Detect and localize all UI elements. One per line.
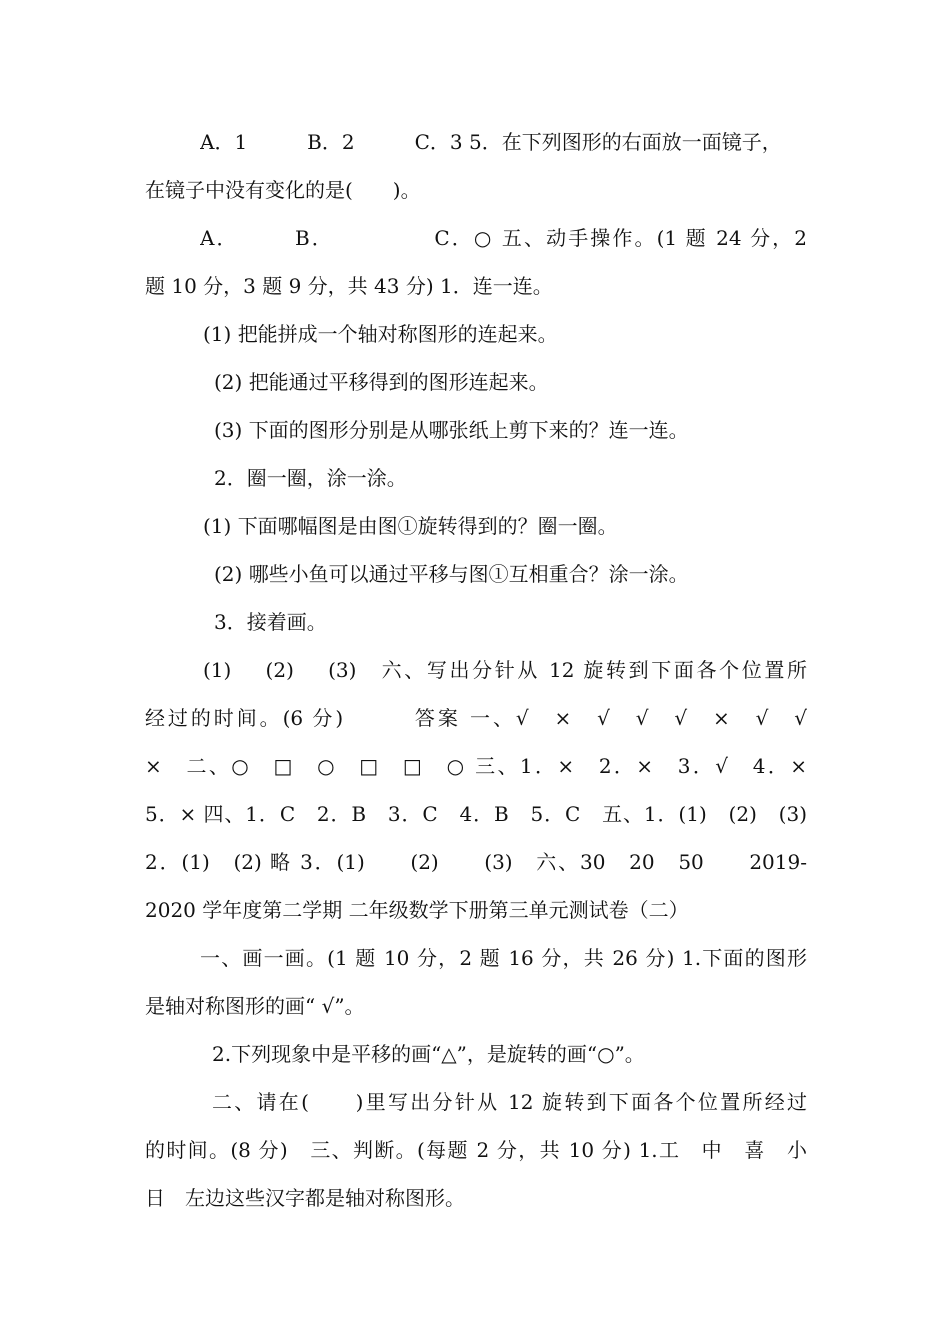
text-line-11: 3．接着画。 bbox=[214, 610, 327, 634]
text-line-5: (1) 把能拼成一个轴对称图形的连起来。 bbox=[203, 322, 558, 346]
text-line-10: (2) 哪些小鱼可以通过平移与图①互相重合？涂一涂。 bbox=[214, 562, 689, 586]
text-line-22: 的时间。(8 分) 三、判断。(每题 2 分，共 10 分) 1.工 中 喜 小 bbox=[145, 1138, 807, 1162]
text-line-1: A．1 B．2 C．3 5．在下列图形的右面放一面镜子， bbox=[200, 130, 782, 154]
text-line-14: × 二、○ □ ○ □ □ ○ 三、1．× 2．× 3．√ 4．× bbox=[145, 754, 807, 778]
text-line-13: 经过的时间。(6 分) 答案 一、√ × √ √ √ × √ √ bbox=[145, 706, 807, 730]
text-line-18: 一、画一画。(1 题 10 分，2 题 16 分，共 26 分) 1.下面的图形 bbox=[200, 946, 807, 970]
text-line-4: 题 10 分，3 题 9 分，共 43 分) 1．连一连。 bbox=[145, 274, 553, 298]
text-line-8: 2．圈一圈，涂一涂。 bbox=[214, 466, 407, 490]
text-line-19: 是轴对称图形的画“ √”。 bbox=[145, 994, 365, 1018]
text-line-9: (1) 下面哪幅图是由图①旋转得到的？圈一圈。 bbox=[203, 514, 618, 538]
text-line-12: (1) (2) (3) 六、写出分针从 12 旋转到下面各个位置所 bbox=[203, 658, 807, 682]
text-line-15: 5．× 四、1．C 2．B 3．C 4．B 5．C 五、1．(1) (2) (3) bbox=[145, 802, 807, 826]
text-line-3: A． B． C．○ 五、动手操作。(1 题 24 分，2 bbox=[200, 226, 807, 250]
text-line-20: 2.下列现象中是平移的画“△”，是旋转的画“○”。 bbox=[212, 1042, 645, 1066]
text-line-7: (3) 下面的图形分别是从哪张纸上剪下来的？连一连。 bbox=[214, 418, 689, 442]
text-line-16: 2．(1) (2) 略 3．(1) (2) (3) 六、30 20 50 2019- bbox=[145, 850, 807, 874]
text-line-6: (2) 把能通过平移得到的图形连起来。 bbox=[214, 370, 549, 394]
text-line-23: 日 左边这些汉字都是轴对称图形。 bbox=[145, 1186, 465, 1210]
text-line-21: 二、请在( )里写出分针从 12 旋转到下面各个位置所经过 bbox=[212, 1090, 807, 1114]
text-line-17: 2020 学年度第二学期 二年级数学下册第三单元测试卷（二） bbox=[145, 898, 689, 922]
text-line-2: 在镜子中没有变化的是( )。 bbox=[145, 178, 421, 202]
